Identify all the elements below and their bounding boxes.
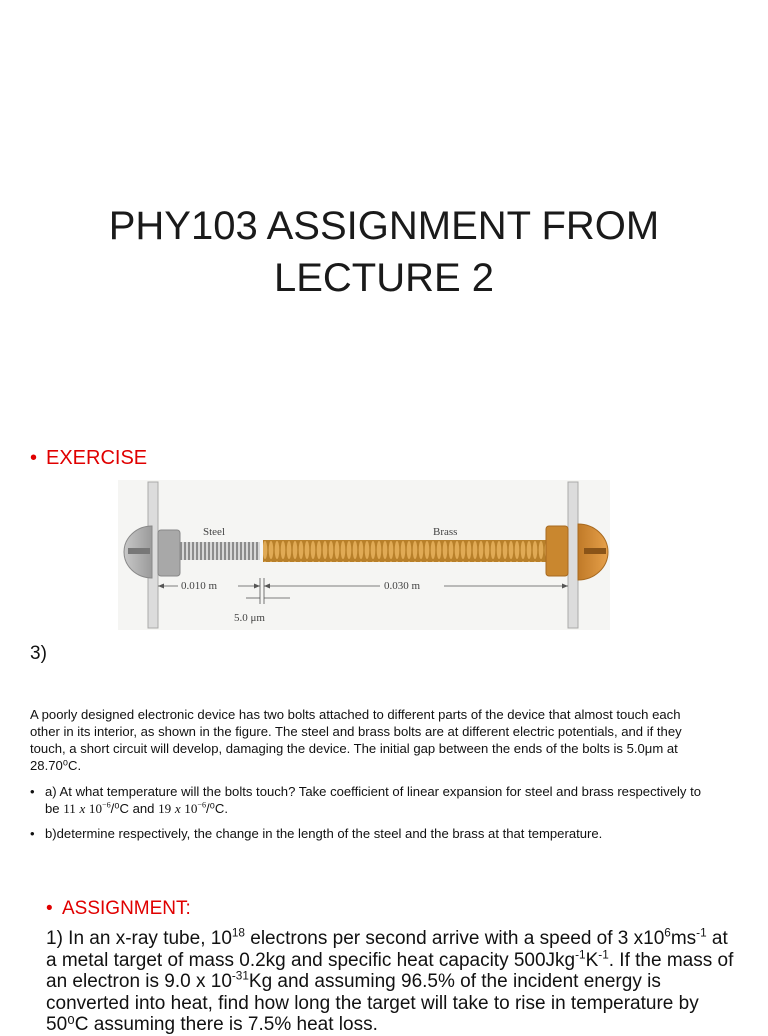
- right-wall: [568, 482, 578, 628]
- steel-length-label: 0.010 m: [181, 580, 218, 592]
- superscript: -1: [575, 948, 586, 962]
- question-part-a: [30, 783, 710, 819]
- bolts-diagram: [118, 480, 610, 630]
- assignment-label: ASSIGNMENT:: [62, 898, 191, 919]
- exercise-heading: [30, 447, 147, 470]
- unit-end: /⁰C.: [206, 801, 229, 816]
- brass-coefficient: 19: [158, 801, 172, 816]
- assignment-text-part: electrons per second arrive with a speed of 3 x10: [244, 928, 665, 949]
- steel-slot: [128, 548, 150, 554]
- power-exponent: −6: [197, 800, 207, 810]
- superscript: -31: [231, 969, 249, 983]
- steel-coefficient: 11: [63, 801, 76, 816]
- bolts-figure: [118, 480, 610, 630]
- part-a-text: [45, 783, 710, 817]
- arrow-head: [158, 584, 164, 589]
- assignment-text-part: ms: [670, 928, 697, 949]
- bullet: •: [30, 784, 35, 799]
- arrow-head: [264, 584, 270, 589]
- brass-label: Brass: [433, 526, 458, 538]
- gap-label: 5.0 μm: [234, 612, 265, 624]
- steel-bolt: [180, 542, 260, 560]
- exercise-label: EXERCISE: [46, 447, 148, 469]
- question-part-b: [30, 825, 710, 845]
- brass-bolt: [263, 540, 549, 562]
- bullet: •: [46, 898, 53, 919]
- assignment-heading: [46, 898, 191, 920]
- page-title: [0, 200, 768, 304]
- assignment-text-part: K: [585, 949, 599, 971]
- power-base: 10: [184, 801, 198, 816]
- steel-label: Steel: [203, 526, 225, 538]
- question-number: 3): [30, 643, 47, 664]
- question-paragraph: A poorly designed electronic device has two bolts attached to different parts of the device that almost touch each other in its interior, as shown in the figure. The steel and brass bolts are at different electric potentials, and if they touch, a short circuit will develop, damaging the device. The initial gap between the ends of the bolts is 5.0μm at 28.70⁰C.: [30, 707, 682, 773]
- steel-nut: [158, 530, 180, 576]
- brass-slot: [584, 548, 606, 554]
- superscript: 18: [231, 926, 245, 940]
- assignment-text-part: Kg and assuming 96.5% of the incident energy is converted into heat, find how long the target will take to rise in temperature by 50⁰C assuming there is 7.5% heat loss.: [46, 971, 699, 1035]
- superscript: -1: [696, 926, 707, 940]
- assignment-text-part: . If the mass of an electron is 9.0 x 10: [46, 949, 734, 992]
- arrow-head: [254, 584, 260, 589]
- part-b-text: b)determine respectively, the change in the length of the steel and the brass at that temperature.: [45, 826, 603, 841]
- title-line-1: PHY103 ASSIGNMENT FROM: [108, 204, 660, 248]
- assignment-text: [46, 928, 736, 1036]
- power-base: 10: [88, 801, 102, 816]
- bullet: •: [30, 447, 38, 469]
- brass-length-label: 0.030 m: [384, 580, 421, 592]
- times-symbol: x: [174, 801, 181, 816]
- arrow-head: [562, 584, 568, 589]
- power-exponent: −6: [102, 800, 111, 810]
- superscript: 6: [664, 926, 671, 940]
- part-a-text-start: a) At what temperature will the bolts touch? Take coefficient of linear expansion for steel and brass respectively to be: [45, 784, 702, 816]
- assignment-text-part: 1) In an x-ray tube, 10: [46, 928, 232, 949]
- title-line-2: LECTURE 2: [273, 256, 495, 300]
- times-symbol: x: [79, 801, 86, 816]
- brass-nut: [546, 526, 568, 576]
- assignment-text-part: at a metal target of mass 0.2kg and specific heat capacity 500Jkg: [46, 928, 728, 971]
- superscript: -1: [598, 948, 609, 962]
- bullet: •: [30, 826, 35, 841]
- unit-and: /⁰C and: [110, 801, 159, 816]
